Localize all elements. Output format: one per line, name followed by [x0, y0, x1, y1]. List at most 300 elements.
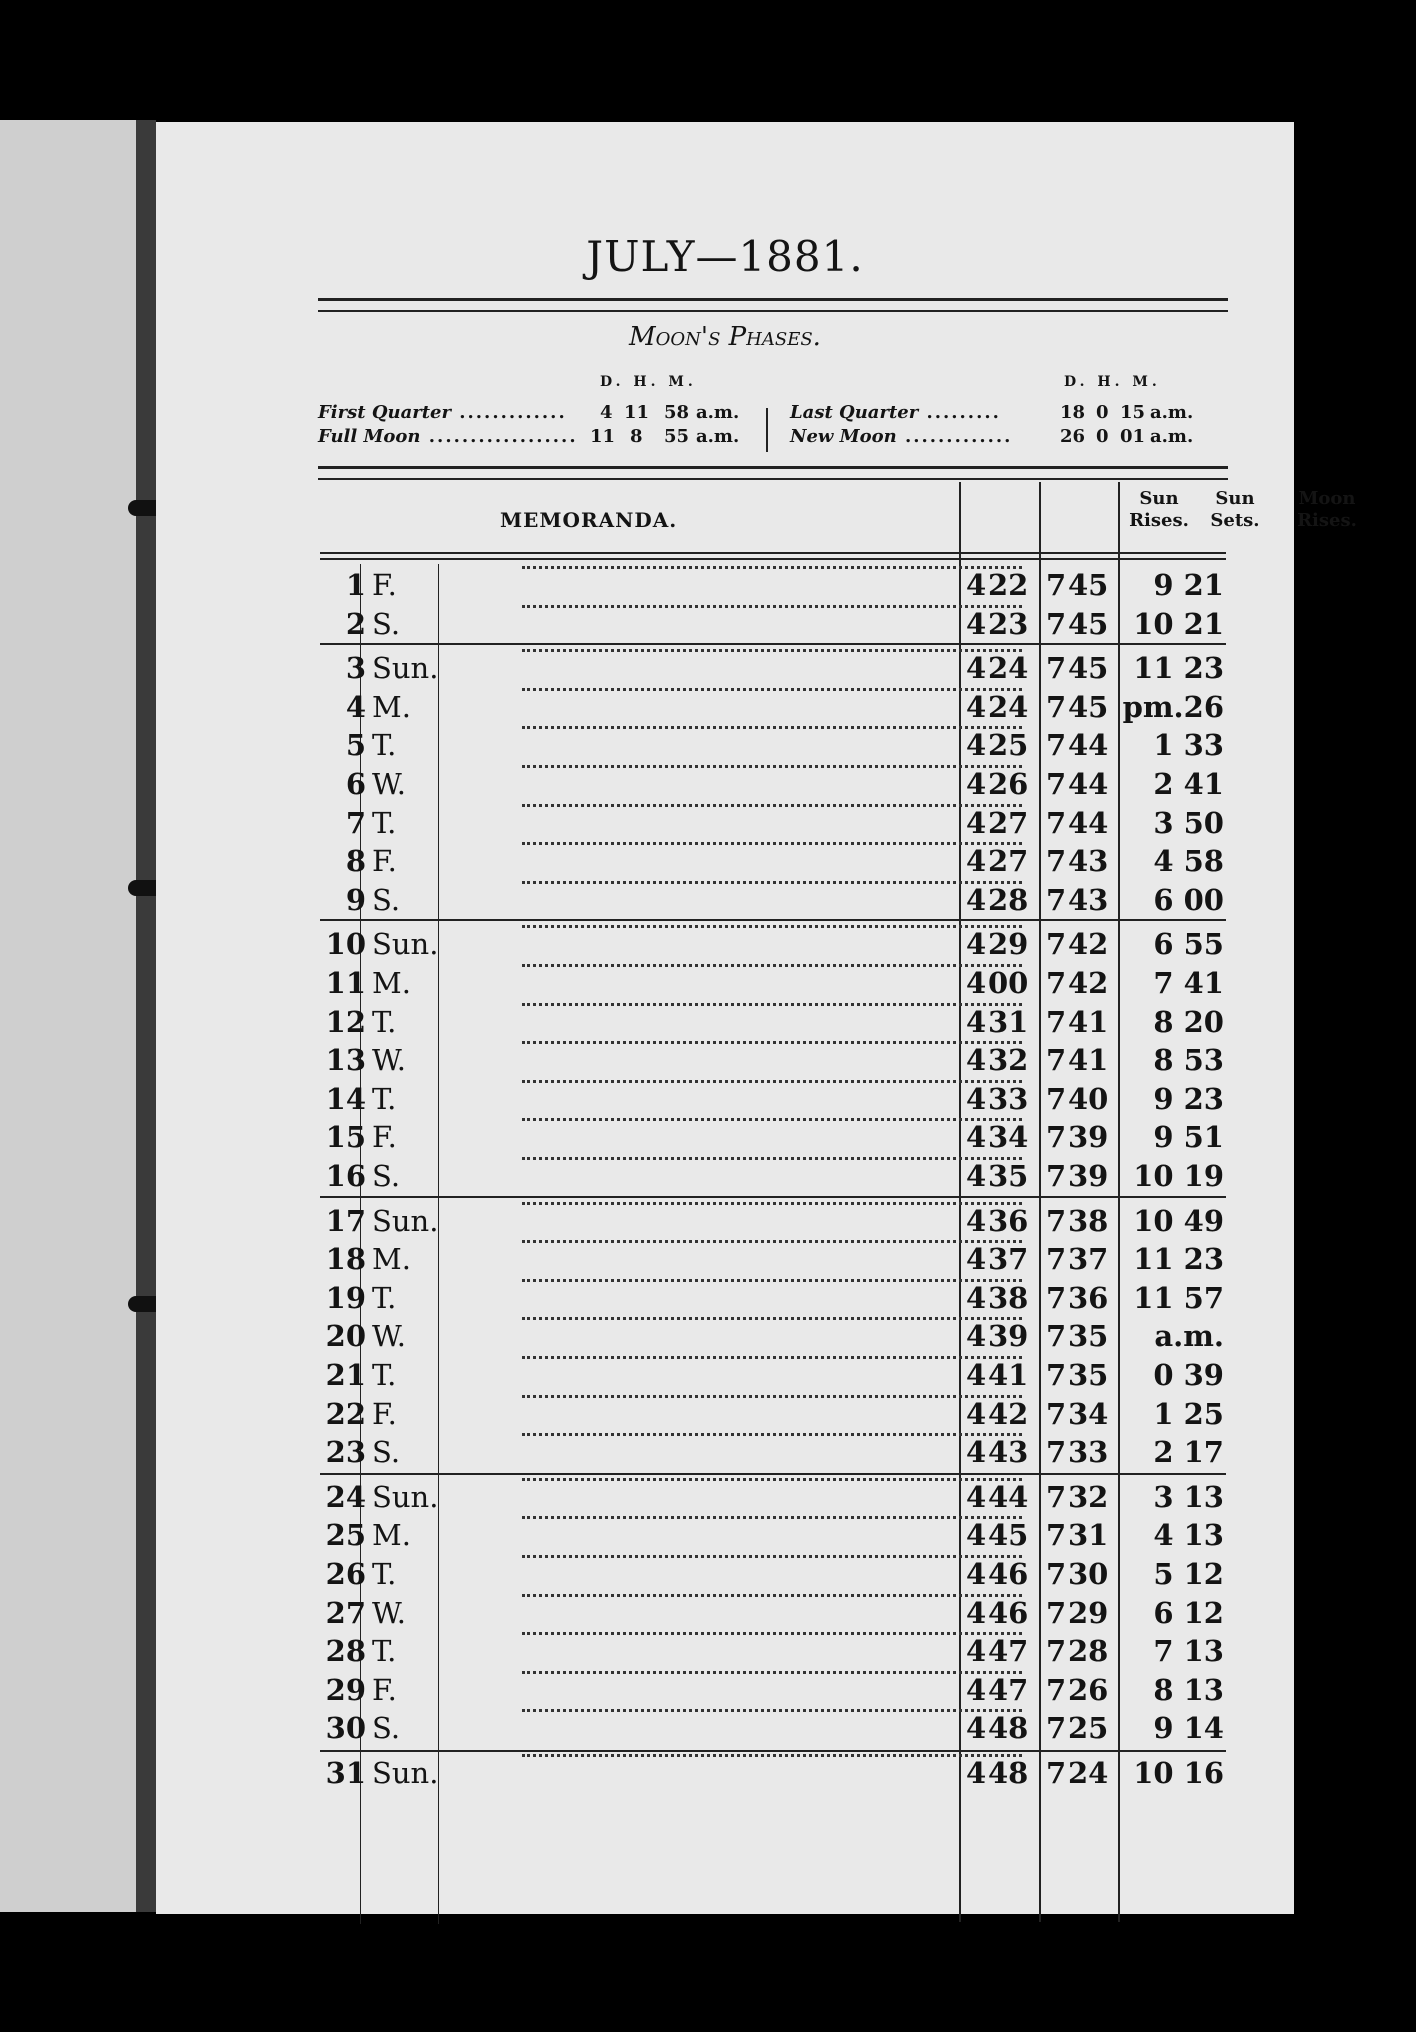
week-separator: [320, 1196, 1226, 1198]
sun-rise-minute: 35: [988, 1159, 1029, 1193]
table-row: [320, 1157, 1226, 1195]
sun-set-hour: 7: [1046, 1159, 1067, 1193]
sun-rise-hour: 4: [966, 882, 987, 917]
sun-rise-minute: 31: [988, 1004, 1029, 1039]
sun-set-minute: 41: [1068, 1043, 1109, 1078]
sun-rise-hour: 4: [966, 689, 987, 724]
sun-set-minute: 44: [1068, 767, 1109, 801]
table-row: [320, 1356, 1226, 1394]
sun-rise-hour: 4: [966, 568, 987, 602]
moon-rise-time: 11 23: [1133, 1242, 1224, 1277]
day-number: 15: [325, 1120, 366, 1155]
weekday: W.: [372, 1319, 406, 1354]
memo-line: [522, 1317, 1022, 1320]
table-row: [320, 688, 1226, 726]
sun-rise-minute: 24: [988, 689, 1029, 724]
sun-set-hour: 7: [1046, 568, 1067, 602]
table-row: [320, 605, 1226, 643]
day-number: 26: [325, 1557, 366, 1591]
sun-set-hour: 7: [1046, 1557, 1067, 1591]
day-number: 12: [325, 1004, 366, 1039]
weekday: T.: [372, 1280, 397, 1315]
sun-rise-hour: 4: [966, 1479, 987, 1514]
weekday: S.: [372, 882, 401, 917]
day-number: 11: [325, 966, 366, 1000]
table-row: [320, 1279, 1226, 1317]
day-number: 17: [325, 1203, 366, 1238]
moon-rise-time: 10 49: [1133, 1203, 1224, 1238]
moon-rise-time: 1 25: [1153, 1396, 1224, 1431]
moon-rise-time: 9 14: [1153, 1711, 1224, 1746]
moon-rise-time: 9 51: [1153, 1120, 1224, 1155]
moon-rise-time: 0 39: [1153, 1358, 1224, 1392]
sun-set-minute: 43: [1068, 882, 1109, 917]
sun-set-hour: 7: [1046, 805, 1067, 840]
sun-rise-minute: 46: [988, 1557, 1029, 1591]
table-row: [320, 566, 1226, 604]
sun-set-hour: 7: [1046, 1280, 1067, 1315]
sun-rise-minute: 00: [988, 966, 1029, 1000]
moon-rise-time: 8 20: [1153, 1004, 1224, 1039]
sun-rises-heading: Sun Rises.: [1129, 488, 1189, 531]
header-bottom-rule: [320, 552, 1226, 554]
memo-line: [522, 1202, 1022, 1205]
sun-rise-minute: 41: [988, 1358, 1029, 1392]
weekday: S.: [372, 606, 401, 641]
sun-set-hour: 7: [1046, 1396, 1067, 1431]
sun-set-hour: 7: [1046, 728, 1067, 763]
sun-set-hour: 7: [1046, 927, 1067, 962]
sun-set-minute: 39: [1068, 1120, 1109, 1155]
moon-phases-heading: Moon's Phases.: [629, 322, 821, 352]
table-row: [320, 1671, 1226, 1709]
table-row: [320, 1202, 1226, 1240]
phase-last-quarter: Last Quarter ......... 18 0 15 a.m.: [790, 402, 1194, 423]
memo-line: [522, 1555, 1022, 1558]
weekday: M.: [372, 1242, 411, 1277]
weekday: Sun.: [372, 1203, 439, 1238]
day-number: 13: [325, 1043, 366, 1078]
memo-line: [522, 1478, 1022, 1481]
memo-line: [522, 1754, 1022, 1757]
phase-full-moon: Full Moon .................. 11 8 55 a.m.: [318, 426, 740, 447]
book-spine: [136, 120, 156, 1912]
memo-line: [522, 804, 1022, 807]
sun-set-minute: 45: [1068, 689, 1109, 724]
weekday: Sun.: [372, 1756, 439, 1790]
table-row: [320, 842, 1226, 880]
weekday: F.: [372, 568, 397, 602]
table-header: [320, 482, 1357, 554]
sun-rise-hour: 4: [966, 767, 987, 801]
sun-rise-minute: 33: [988, 1081, 1029, 1116]
sun-set-minute: 33: [1068, 1435, 1109, 1470]
sun-rise-minute: 29: [988, 927, 1029, 962]
day-number: 20: [325, 1319, 366, 1354]
table-row: [320, 649, 1226, 687]
sun-set-hour: 7: [1046, 1358, 1067, 1392]
phase-separator: [766, 408, 768, 452]
memo-line: [522, 566, 1022, 569]
moon-rise-time: 4 58: [1153, 844, 1224, 879]
sun-set-hour: 7: [1046, 844, 1067, 879]
sun-rise-hour: 4: [966, 805, 987, 840]
memo-line: [522, 1594, 1022, 1597]
moon-rise-time: 5 12: [1153, 1557, 1224, 1591]
memo-line: [522, 726, 1022, 729]
day-number: 30: [325, 1711, 366, 1746]
moon-rise-time: 10 19: [1133, 1159, 1224, 1193]
table-row: [320, 1240, 1226, 1278]
weekday: M.: [372, 966, 411, 1000]
weekday: T.: [372, 1358, 397, 1392]
title-rule: [318, 298, 1228, 312]
sun-rise-minute: 47: [988, 1672, 1029, 1707]
sun-set-hour: 7: [1046, 1319, 1067, 1354]
sun-set-minute: 45: [1068, 606, 1109, 641]
memo-line: [522, 1395, 1022, 1398]
day-number: 7: [345, 805, 366, 840]
moon-rise-time: 9 21: [1153, 568, 1224, 602]
moon-rise-time: 4 13: [1153, 1518, 1224, 1553]
moon-rise-time: 3 13: [1153, 1479, 1224, 1514]
day-number: 16: [325, 1159, 366, 1193]
table-row: [320, 1080, 1226, 1118]
weekday: Sun.: [372, 927, 439, 962]
sun-set-minute: 24: [1068, 1756, 1109, 1790]
sun-rise-minute: 48: [988, 1756, 1029, 1790]
sun-rise-hour: 4: [966, 1557, 987, 1591]
table-row: [320, 1632, 1226, 1670]
day-number: 1: [345, 568, 366, 602]
sun-set-minute: 42: [1068, 927, 1109, 962]
day-number: 21: [325, 1358, 366, 1392]
sun-set-minute: 43: [1068, 844, 1109, 879]
table-row: [320, 1433, 1226, 1471]
sun-set-minute: 39: [1068, 1159, 1109, 1193]
sun-rise-minute: 48: [988, 1711, 1029, 1746]
sun-sets-heading: Sun Sets.: [1210, 488, 1260, 531]
day-number: 2: [345, 606, 366, 641]
day-number: 18: [325, 1242, 366, 1277]
memo-line: [522, 1632, 1022, 1635]
moon-rise-time: pm.26: [1122, 689, 1224, 724]
almanac-page: [156, 122, 1357, 1914]
sun-set-hour: 7: [1046, 1081, 1067, 1116]
weekday: F.: [372, 844, 397, 879]
sun-rise-minute: 32: [988, 1043, 1029, 1078]
phase-columns-right: D. H. M.: [1064, 374, 1161, 390]
sun-rise-minute: 36: [988, 1203, 1029, 1238]
sun-set-hour: 7: [1046, 882, 1067, 917]
sun-set-hour: 7: [1046, 1479, 1067, 1514]
sun-set-hour: 7: [1046, 1711, 1067, 1746]
day-number: 22: [325, 1396, 366, 1431]
day-number: 9: [345, 882, 366, 917]
sun-rise-hour: 4: [966, 1518, 987, 1553]
day-number: 10: [325, 927, 366, 962]
day-number: 25: [325, 1518, 366, 1553]
header-bottom-rule: [320, 558, 1226, 560]
sun-rise-minute: 27: [988, 805, 1029, 840]
sun-rise-minute: 23: [988, 606, 1029, 641]
sun-set-minute: 44: [1068, 805, 1109, 840]
day-number: 3: [345, 651, 366, 686]
memo-line: [522, 1041, 1022, 1044]
table-row: [320, 1041, 1226, 1079]
sun-rise-hour: 4: [966, 1595, 987, 1630]
sun-set-minute: 31: [1068, 1518, 1109, 1553]
sun-set-minute: 35: [1068, 1319, 1109, 1354]
weekday: W.: [372, 767, 406, 801]
sun-rise-minute: 34: [988, 1120, 1029, 1155]
moon-rise-time: 7 13: [1153, 1634, 1224, 1669]
memo-line: [522, 1157, 1022, 1160]
sun-set-minute: 45: [1068, 651, 1109, 686]
day-number: 28: [325, 1634, 366, 1669]
sun-rise-hour: 4: [966, 1242, 987, 1277]
sun-set-minute: 37: [1068, 1242, 1109, 1277]
day-number: 4: [345, 689, 366, 724]
sun-rise-minute: 27: [988, 844, 1029, 879]
sun-set-hour: 7: [1046, 1595, 1067, 1630]
table-row: [320, 1594, 1226, 1632]
week-separator: [320, 919, 1226, 921]
sun-rise-hour: 4: [966, 1396, 987, 1431]
sun-set-hour: 7: [1046, 1672, 1067, 1707]
moon-rise-time: 6 55: [1153, 927, 1224, 962]
sun-set-hour: 7: [1046, 1203, 1067, 1238]
sun-rise-hour: 4: [966, 651, 987, 686]
sun-rise-hour: 4: [966, 844, 987, 879]
sun-rise-minute: 46: [988, 1595, 1029, 1630]
weekday: Sun.: [372, 651, 439, 686]
day-number: 8: [345, 844, 366, 879]
sun-set-minute: 29: [1068, 1595, 1109, 1630]
memo-line: [522, 1356, 1022, 1359]
sun-rise-hour: 4: [966, 927, 987, 962]
facing-page-edge: [0, 120, 150, 1912]
sun-set-minute: 42: [1068, 966, 1109, 1000]
sun-rise-minute: 26: [988, 767, 1029, 801]
weekday: S.: [372, 1435, 401, 1470]
sun-rise-hour: 4: [966, 1672, 987, 1707]
page-title: JULY—1881.: [586, 232, 864, 281]
sun-rise-hour: 4: [966, 1081, 987, 1116]
sun-set-hour: 7: [1046, 1435, 1067, 1470]
moon-rise-time: 6 12: [1153, 1595, 1224, 1630]
sun-rise-hour: 4: [966, 1435, 987, 1470]
weekday: W.: [372, 1595, 406, 1630]
sun-set-minute: 38: [1068, 1203, 1109, 1238]
day-number: 14: [325, 1081, 366, 1116]
sun-set-hour: 7: [1046, 651, 1067, 686]
sun-set-minute: 40: [1068, 1081, 1109, 1116]
moon-rise-time: 2 17: [1153, 1435, 1224, 1470]
sun-rise-hour: 4: [966, 606, 987, 641]
table-row: [320, 1555, 1226, 1593]
memo-line: [522, 1080, 1022, 1083]
sun-set-minute: 28: [1068, 1634, 1109, 1669]
day-number: 27: [325, 1595, 366, 1630]
sun-set-hour: 7: [1046, 1518, 1067, 1553]
moon-rise-time: 3 50: [1153, 805, 1224, 840]
sun-set-hour: 7: [1046, 1043, 1067, 1078]
memo-line: [522, 1003, 1022, 1006]
moon-rises-heading: Moon Rises.: [1297, 488, 1357, 531]
sun-set-hour: 7: [1046, 1120, 1067, 1155]
sun-rise-hour: 4: [966, 1319, 987, 1354]
moon-rise-time: 10 16: [1133, 1756, 1224, 1790]
sun-set-minute: 25: [1068, 1711, 1109, 1746]
memo-line: [522, 964, 1022, 967]
day-number: 5: [345, 728, 366, 763]
sun-set-hour: 7: [1046, 767, 1067, 801]
moon-rise-time: 1 33: [1153, 728, 1224, 763]
moon-rise-time: 2 41: [1153, 767, 1224, 801]
memo-line: [522, 925, 1022, 928]
moon-rise-time: 6 00: [1153, 882, 1224, 917]
memo-line: [522, 688, 1022, 691]
table-row: [320, 1754, 1226, 1792]
table-row: [320, 925, 1226, 963]
day-number: 6: [345, 767, 366, 801]
phase-columns-left: D. H. M.: [600, 374, 697, 390]
weekday: F.: [372, 1672, 397, 1707]
table-row: [320, 964, 1226, 1002]
sun-set-hour: 7: [1046, 1634, 1067, 1669]
weekday: T.: [372, 1004, 397, 1039]
memo-line: [522, 1240, 1022, 1243]
sun-set-minute: 45: [1068, 568, 1109, 602]
memo-line: [522, 765, 1022, 768]
sun-set-minute: 35: [1068, 1358, 1109, 1392]
sun-rise-minute: 45: [988, 1518, 1029, 1553]
table-top-rule: [318, 466, 1228, 480]
sun-rise-minute: 42: [988, 1396, 1029, 1431]
sun-rise-minute: 44: [988, 1479, 1029, 1514]
moon-rise-time: 10 21: [1133, 606, 1224, 641]
moon-rise-time: a.m.: [1154, 1319, 1224, 1354]
table-row: [320, 881, 1226, 919]
day-number: 29: [325, 1672, 366, 1707]
table-row: [320, 1478, 1226, 1516]
weekday: Sun.: [372, 1479, 439, 1514]
sun-set-minute: 41: [1068, 1004, 1109, 1039]
phase-new-moon: New Moon ............. 26 0 01 a.m.: [790, 426, 1194, 447]
sun-set-hour: 7: [1046, 1004, 1067, 1039]
memo-line: [522, 605, 1022, 608]
sun-set-hour: 7: [1046, 966, 1067, 1000]
sun-set-minute: 32: [1068, 1479, 1109, 1514]
weekday: T.: [372, 805, 397, 840]
day-number: 23: [325, 1435, 366, 1470]
memo-line: [522, 881, 1022, 884]
sun-set-minute: 26: [1068, 1672, 1109, 1707]
weekday: M.: [372, 1518, 411, 1553]
sun-rise-minute: 47: [988, 1634, 1029, 1669]
weekday: W.: [372, 1043, 406, 1078]
sun-rise-minute: 39: [988, 1319, 1029, 1354]
table-row: [320, 1118, 1226, 1156]
table-row: [320, 765, 1226, 803]
sun-rise-minute: 38: [988, 1280, 1029, 1315]
memo-line: [522, 842, 1022, 845]
day-number: 19: [325, 1280, 366, 1315]
day-number: 24: [325, 1479, 366, 1514]
table-row: [320, 1709, 1226, 1747]
memo-line: [522, 1516, 1022, 1519]
sun-set-minute: 44: [1068, 728, 1109, 763]
weekday: F.: [372, 1396, 397, 1431]
sun-rise-minute: 28: [988, 882, 1029, 917]
sun-rise-hour: 4: [966, 1120, 987, 1155]
table-row: [320, 804, 1226, 842]
memo-line: [522, 1671, 1022, 1674]
weekday: T.: [372, 728, 397, 763]
sun-rise-hour: 4: [966, 1203, 987, 1238]
sun-rise-minute: 37: [988, 1242, 1029, 1277]
weekday: M.: [372, 689, 411, 724]
weekday: F.: [372, 1120, 397, 1155]
memo-line: [522, 1279, 1022, 1282]
sun-set-hour: 7: [1046, 689, 1067, 724]
sun-rise-hour: 4: [966, 1004, 987, 1039]
sun-rise-hour: 4: [966, 966, 987, 1000]
week-separator: [320, 1750, 1226, 1752]
week-separator: [320, 643, 1226, 645]
sun-set-minute: 30: [1068, 1557, 1109, 1591]
memo-line: [522, 649, 1022, 652]
moon-rise-time: 7 41: [1153, 966, 1224, 1000]
sun-set-minute: 34: [1068, 1396, 1109, 1431]
moon-rise-time: 11 57: [1133, 1280, 1224, 1315]
sun-rise-hour: 4: [966, 1159, 987, 1193]
week-separator: [320, 1473, 1226, 1475]
sun-set-hour: 7: [1046, 1242, 1067, 1277]
sun-rise-minute: 25: [988, 728, 1029, 763]
sun-set-hour: 7: [1046, 606, 1067, 641]
moon-rise-time: 9 23: [1153, 1081, 1224, 1116]
weekday: T.: [372, 1557, 397, 1591]
sun-rise-minute: 22: [988, 568, 1029, 602]
day-number: 31: [325, 1756, 366, 1790]
sun-rise-hour: 4: [966, 1711, 987, 1746]
sun-rise-minute: 24: [988, 651, 1029, 686]
table-row: [320, 1317, 1226, 1355]
table-row: [320, 1003, 1226, 1041]
moon-rise-time: 11 23: [1133, 651, 1224, 686]
phase-first-quarter: First Quarter ............. 4 11 58 a.m.: [318, 402, 740, 423]
sun-rise-hour: 4: [966, 1280, 987, 1315]
table-row: [320, 1395, 1226, 1433]
sun-rise-hour: 4: [966, 1043, 987, 1078]
memo-line: [522, 1433, 1022, 1436]
weekday: T.: [372, 1081, 397, 1116]
memo-line: [522, 1118, 1022, 1121]
sun-rise-hour: 4: [966, 1634, 987, 1669]
weekday: S.: [372, 1159, 401, 1193]
sun-rise-hour: 4: [966, 1358, 987, 1392]
memo-line: [522, 1709, 1022, 1712]
sun-set-minute: 36: [1068, 1280, 1109, 1315]
sun-rise-hour: 4: [966, 728, 987, 763]
weekday: T.: [372, 1634, 397, 1669]
weekday: S.: [372, 1711, 401, 1746]
moon-rise-time: 8 13: [1153, 1672, 1224, 1707]
sun-set-hour: 7: [1046, 1756, 1067, 1790]
memoranda-heading: MEMORANDA.: [500, 508, 678, 532]
